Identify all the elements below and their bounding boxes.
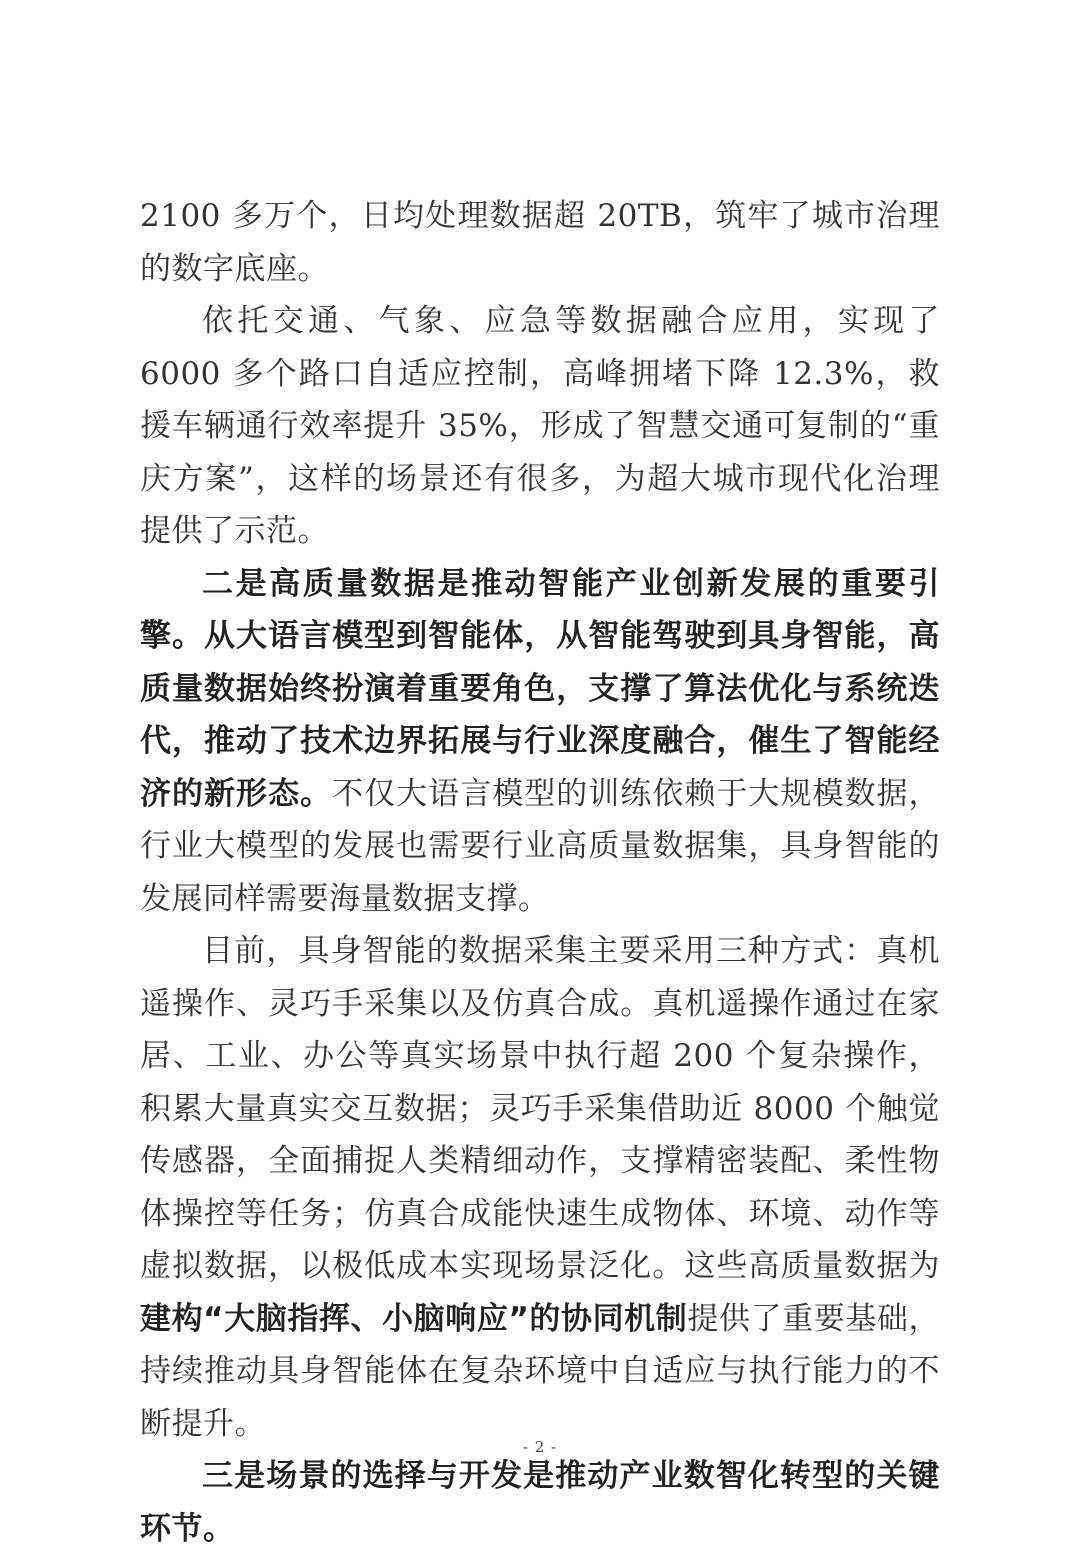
document-body	[140, 190, 940, 1555]
paragraph-3	[140, 558, 940, 926]
paragraph-4	[140, 925, 940, 1450]
paragraph-5-bold-heading: 三是场景的选择与开发是推动产业数智化转型的关键环节。	[140, 1458, 940, 1547]
paragraph-5	[140, 1450, 940, 1555]
paragraph-2-text: 依托交通、气象、应急等数据融合应用，实现了 6000 多个路口自适应控制，高峰拥堵下降 12.3%，救援车辆通行效率提升 35%，形成了智慧交通可复制的“重庆方案”，这样的场景还有很多，为超大城市现代化治理提供了示范。	[140, 303, 941, 549]
paragraph-2	[140, 295, 940, 558]
paragraph-4-bold-phrase: 建构“大脑指挥、小脑响应”的协同机制	[140, 1300, 688, 1337]
paragraph-3-text: 不仅大语言模型的训练依赖于大规模数据，行业大模型的发展也需要行业高质量数据集，具身智能的发展同样需要海量数据支撑。	[140, 775, 940, 917]
page-number: - 2 -	[522, 1438, 558, 1456]
paragraph-1-text: 2100 多万个，日均处理数据超 20TB，筑牢了城市治理的数字底座。	[140, 198, 940, 287]
paragraph-1	[140, 190, 940, 295]
paragraph-4-text-after: 提供了重要基础，持续推动具身智能体在复杂环境中自适应与执行能力的不断提升。	[140, 1300, 941, 1442]
paragraph-4-text-before: 目前，具身智能的数据采集主要采用三种方式：真机遥操作、灵巧手采集以及仿真合成。真机遥操作通过在家居、工业、办公等真实场景中执行超 200 个复杂操作，积累大量真实交互数据；灵巧手采集借助近 8000 个触觉传感器，全面捕捉人类精细动作，支撑精密装配、柔性物体操控等任务；仿真合成能快速生成物体、环境、动作等虚拟数据，以极低成本实现场景泛化。这些高质量数据为	[140, 933, 940, 1284]
paragraph-3-bold-heading: 二是高质量数据是推动智能产业创新发展的重要引擎。从大语言模型到智能体，从智能驾驶到具身智能，高质量数据始终扮演着重要角色，支撑了算法优化与系统迭代，推动了技术边界拓展与行业深度融合，催生了智能经济的新形态。	[140, 565, 940, 812]
